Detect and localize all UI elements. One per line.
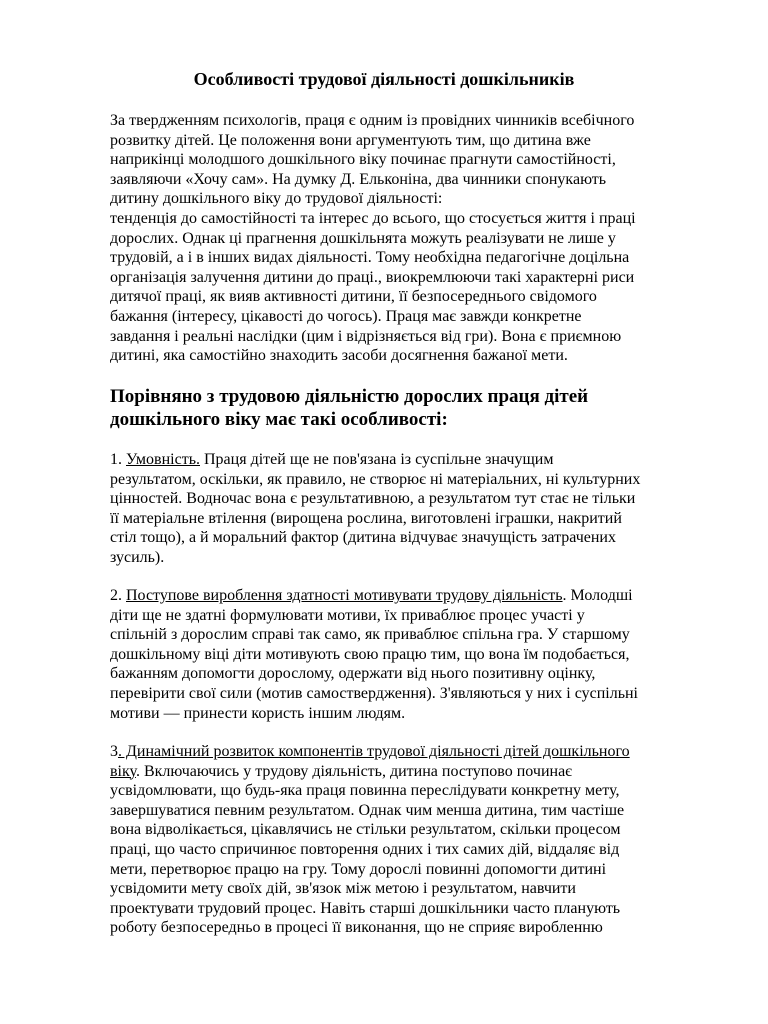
intro-paragraph: [110, 111, 720, 366]
text-line: бажанням допомогти дорослому, одержати від нього позитивну оцінку,: [110, 665, 596, 683]
text-line: зусиль).: [110, 548, 165, 566]
item-term: Умовність.: [126, 451, 200, 468]
text-fragment: . Включаючись у трудову діяльність, дитина поступово починає: [135, 762, 573, 780]
heading-line: дошкільного віку має такі особливості:: [110, 409, 448, 430]
text-line: перевірити свої сили (мотив самоствердження). З'являються у них і суспільні: [110, 684, 638, 702]
text-fragment: . Молодші: [562, 587, 633, 604]
text-line: розвитку дітей. Це положення вони аргументують тим, що дитина вже: [110, 131, 591, 149]
item-1-paragraph: [110, 450, 720, 568]
text-line: усвідомити мету своїх дій, зв'язок між метою і результатом, навчити: [110, 880, 576, 898]
text-line: завершуватися певним результатом. Однак чим менша дитина, тим частіше: [110, 801, 625, 819]
text-line: завдання і реальні наслідки (цим і відрізняється від гри). Вона є приємною: [110, 327, 622, 345]
item-term: віку: [110, 762, 136, 780]
text-line: мети, перетворює працю на гру. Тому дорослі повинні допомогти дитині: [110, 860, 607, 878]
text-line: За твердженням психологів, праця є одним із провідних чинників всебічного: [110, 112, 635, 129]
text-line: бажання (інтересу, цікавості до чогось). Праця має завжди конкретне: [110, 307, 582, 325]
item-2-paragraph: [110, 586, 720, 723]
heading-line: Порівняно з трудовою діяльністю дорослих праця дітей: [110, 386, 589, 407]
text-line: [110, 450, 720, 470]
page-title: Особливості трудової діяльності дошкільників: [193, 69, 575, 89]
text-line: результатом, оскільки, як правило, не створює ні матеріальних, ні культурних: [110, 470, 641, 488]
text-line: дорослих. Однак ці прагнення дошкільнята можуть реалізувати не лише у: [110, 229, 616, 247]
text-line: мотиви — принести користь іншим людям.: [110, 704, 406, 722]
text-line: організація залучення дитини до праці., виокремлюючи такі характерні риси: [110, 268, 635, 286]
text-line: роботу безпосередньо в процесі її виконання, що не сприяє виробленню: [110, 919, 603, 937]
item-number: 2.: [110, 587, 126, 604]
text-line: її матеріальне втілення (вирощена рослина, виготовлені іграшки, накритий: [110, 509, 622, 527]
text-line: дитині, яка самостійно знаходить засоби досягнення бажаної мети.: [110, 347, 568, 365]
text-line: діти ще не здатні формулювати мотиви, їх приваблює процес участі у: [110, 606, 585, 624]
text-line: дитячої праці, як вияв активності дитини, її безпосереднього свідомого: [110, 288, 597, 306]
item-number: 3: [110, 743, 118, 760]
item-number: 1.: [110, 451, 126, 468]
text-line: цінностей. Водночас вона є результативною, а результатом тут стає не тільки: [110, 490, 636, 508]
text-line: [110, 586, 720, 606]
text-line: праці, що часто спричинює повторення одних і тих самих дій, віддаляє від: [110, 840, 620, 858]
text-line: дитину дошкільного віку до трудової діяльності:: [110, 190, 443, 208]
text-fragment: Праця дітей ще не пов'язана із суспільне значущим: [200, 451, 554, 468]
text-line: проектувати трудовий процес. Навіть старші дошкільники часто планують: [110, 899, 621, 917]
text-line: усвідомлювати, що будь-яка праця повинна переслідувати конкретну мету,: [110, 782, 620, 800]
text-line: [110, 742, 720, 762]
item-term: Поступове вироблення здатності мотивувати трудову діяльність: [126, 587, 563, 604]
text-line: трудовій, а і в інших видах діяльності. Тому необхідна педагогічне доцільна: [110, 249, 630, 267]
text-line: спільній з дорослим справі так само, як приваблює спільна гра. У старшому: [110, 626, 630, 644]
text-line: [110, 762, 720, 782]
text-line: тенденція до самостійності та інтерес до всього, що стосується життя і праці: [110, 209, 636, 227]
item-3-paragraph: [110, 742, 720, 938]
text-line: наприкінці молодшого дошкільного віку починає прагнути самостійності,: [110, 151, 616, 169]
item-term: . Динамічний розвиток компонентів трудової діяльності дітей дошкільного: [118, 743, 630, 760]
text-line: заявляючи «Хочу сам». На думку Д. Ельконіна, два чинники спонукають: [110, 170, 607, 188]
section-heading: [110, 385, 730, 431]
text-line: вона відволікається, цікавлячись не стільки результатом, скільки процесом: [110, 821, 621, 839]
text-line: дошкільному віці діти мотивують свою працю тим, що вона їм подобається,: [110, 645, 630, 663]
text-line: стіл тощо), а й моральний фактор (дитина відчуває значущість затрачених: [110, 529, 616, 547]
